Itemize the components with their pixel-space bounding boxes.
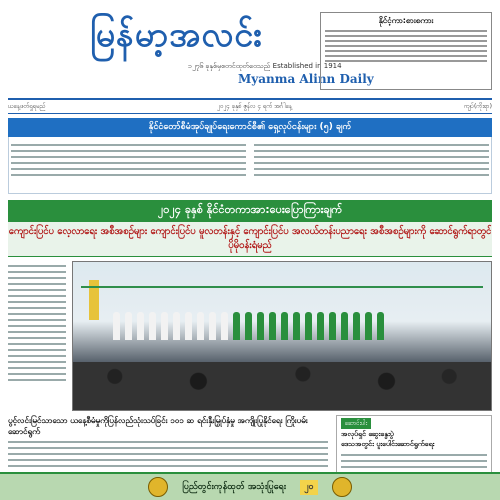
english-name: Myanma Alinn Daily: [238, 72, 374, 86]
emblem-icon: [148, 477, 168, 497]
main-story: [8, 261, 492, 411]
established-line: ၁၂၇၆ ခုနှစ်မှစတင်ထုတ်ဝေသည် Established in 1914: [188, 62, 342, 70]
headline-blue: နိုင်ငံတော်စီမံအုပ်ချုပ်ရေးကောင်စီ၏ ရှေ့လုပ်ငန်းများ (၅) ချက်: [8, 118, 492, 137]
main-story-text: [8, 261, 66, 411]
footer-banner: [0, 472, 500, 500]
dateline-left: ယနေ့ဖတ်ရှုရမည်: [8, 103, 46, 110]
story-column-left: [11, 140, 246, 190]
dateline-middle: ၂၀၂၄ ခုနှစ် ဇွန်လ ၄ ရက် အင်္ဂါနေ့: [217, 103, 293, 110]
sidebar-tab: ဆောင်းပါး: [341, 418, 371, 429]
audience: [73, 362, 491, 410]
footer-text: ပြည်တွင်းကုန်ထုတ် အသုံးပြုရေး: [182, 481, 287, 492]
lower-story: [8, 415, 328, 479]
story-column-right: [254, 140, 489, 190]
lower-headline: ပွင့်လင်းမြင်သာသော ယနေ့စီမံမှုကိုပြန်လည်သုံးသပ်ခြင်း ၁၀၁ ဆ ရင်းနှီးမြှုပ်နှံမှု အကျိုးပြုနိုင်ရေး ကြိုးပမ်းဆောင်ရွက်: [8, 416, 308, 436]
headline-green: ၂၀၂၄ ခုနှစ် နိုင်ငံတကာအာ:ပေးပြောကြားချက်: [8, 200, 492, 222]
masthead: [8, 6, 492, 100]
subheadline: ကျောင်းပြင်ပ လေ့လာရေး အစီအစဉ်များ ကျောင်းပြင်ပ မူလတန်းနှင့် ကျောင်းပြင်ပ အလယ်တန်းပညာရေး အစီအစဉ်များကို ဆောင်ရွက်ရာတွင် ပိုမိုဝန်းရံမည်: [8, 222, 492, 257]
footer-badge: ၂၀: [300, 480, 317, 495]
stage-backdrop: [81, 286, 483, 288]
sidebar-text: ဒေသအတွင်း ပူးပေါင်းဆောင်ရွက်ရေး: [341, 440, 435, 448]
seal-icon: [332, 477, 352, 497]
two-column-story: [8, 137, 492, 194]
dateline: [8, 100, 492, 114]
main-photo: [72, 261, 492, 411]
sidebar-box: [336, 415, 492, 479]
dateline-right: ကျပ်(ကိုးရာ): [463, 103, 492, 110]
quote-title: နိုင်ငံ့ကာ:စားစကား: [378, 16, 434, 25]
sidebar-headline: အလုပ်ရှင် ဆွေးနွေးပွဲ: [341, 430, 394, 438]
lower-section: [8, 415, 492, 479]
paper-title: မြန်မာ့အလင်း: [90, 15, 263, 55]
quote-box: [320, 12, 492, 90]
